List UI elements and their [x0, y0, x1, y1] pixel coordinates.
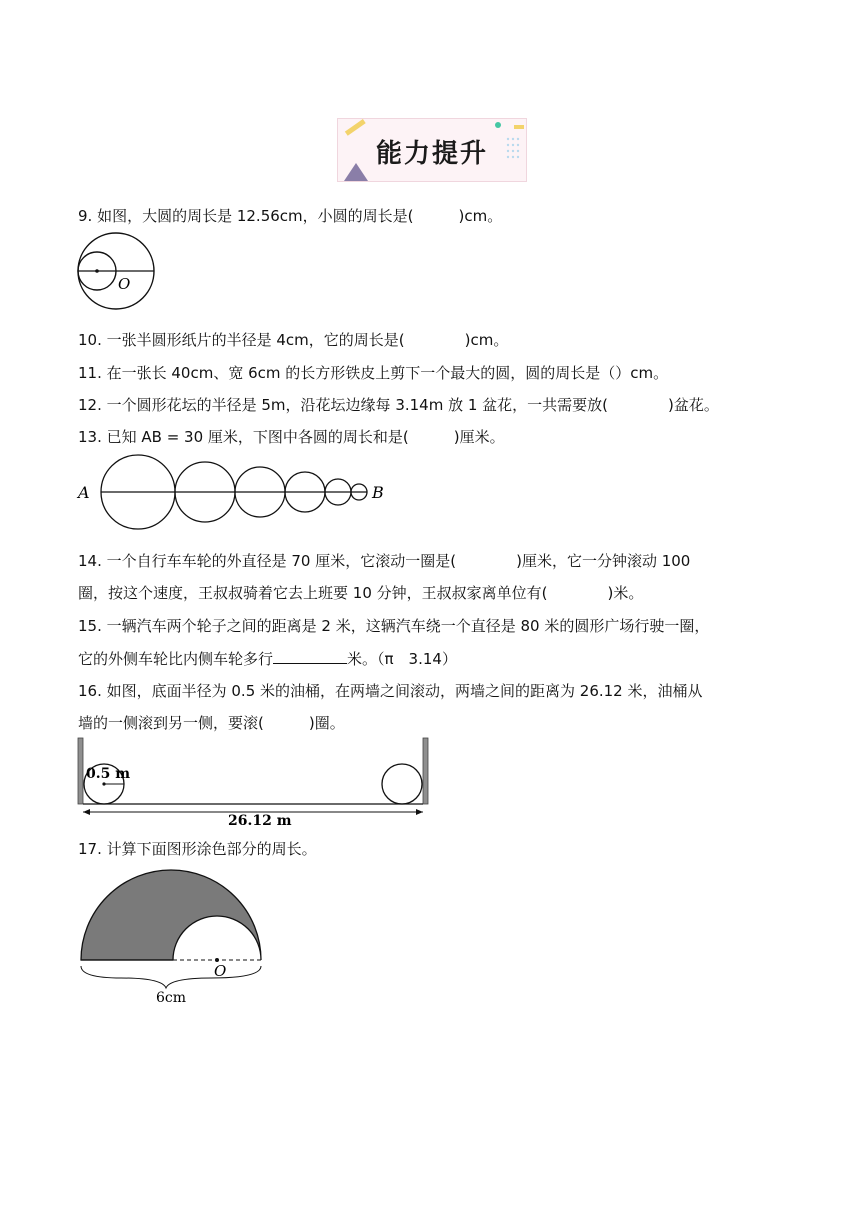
question-16-line2: 墙的一侧滚到另一侧，要滚( )圈。: [78, 714, 345, 732]
arrow-left-icon: [83, 809, 90, 815]
question-15-text-after: 米。（π 3.14）: [347, 650, 457, 668]
question-17: 17. 计算下面图形涂色部分的周长。: [78, 840, 317, 858]
figure-16: [76, 736, 432, 828]
question-10: 10. 一张半圆形纸片的半径是 4cm，它的周长是( )cm。: [78, 331, 509, 349]
label-b: B: [372, 483, 384, 502]
center-label: O: [118, 275, 131, 293]
question-15-text-before: 它的外侧车轮比内侧车轮多行: [78, 650, 274, 668]
distance-label: 26.12 m: [228, 813, 292, 828]
figure-9: [76, 232, 160, 312]
figure-17: [76, 866, 276, 1008]
banner-title: 能力提升: [375, 139, 488, 169]
right-wall: [423, 738, 428, 804]
arrow-right-icon: [416, 809, 423, 815]
question-14-line2: 圈，按这个速度，王叔叔骑着它去上班要 10 分钟，王叔叔家离单位有( )米。: [78, 584, 644, 602]
question-16-line1: 16. 如图，底面半径为 0.5 米的油桶，在两墙之间滚动，两墙之间的距离为 26.12 米，油桶从: [78, 682, 703, 700]
figure-13: [76, 452, 396, 534]
answer-blank: [273, 649, 347, 664]
width-brace: [81, 966, 261, 988]
question-13: 13. 已知 AB = 30 厘米，下图中各圆的周长和是( )厘米。: [78, 428, 505, 446]
question-14-line1: 14. 一个自行车车轮的外直径是 70 厘米，它滚动一圈是( )厘米，它一分钟滚动 100: [78, 552, 691, 570]
shaded-region: [81, 870, 261, 960]
question-15-line2: [78, 648, 457, 670]
question-15-line1: 15. 一辆汽车两个轮子之间的距离是 2 米，这辆汽车绕一个直径是 80 米的圆形广场行驶一圈，: [78, 617, 710, 635]
radius-label: 0.5 m: [86, 766, 131, 782]
question-11: 11. 在一张长 40cm、宽 6cm 的长方形铁皮上剪下一个最大的圆，圆的周长是（）cm。: [78, 364, 669, 382]
center-dot: [95, 269, 99, 273]
barrel-center: [102, 782, 105, 785]
question-12: 12. 一个圆形花坛的半径是 5m，沿花坛边缘每 3.14m 放 1 盆花，一共需要放( )盆花。: [78, 396, 719, 414]
label-a: A: [78, 483, 90, 502]
center-o-label: O: [214, 962, 227, 980]
width-label: 6cm: [156, 990, 187, 1006]
section-banner: [337, 118, 527, 182]
left-wall: [78, 738, 83, 804]
right-barrel: [382, 764, 422, 804]
question-9: 9. 如图，大圆的周长是 12.56cm，小圆的周长是( )cm。: [78, 207, 503, 225]
